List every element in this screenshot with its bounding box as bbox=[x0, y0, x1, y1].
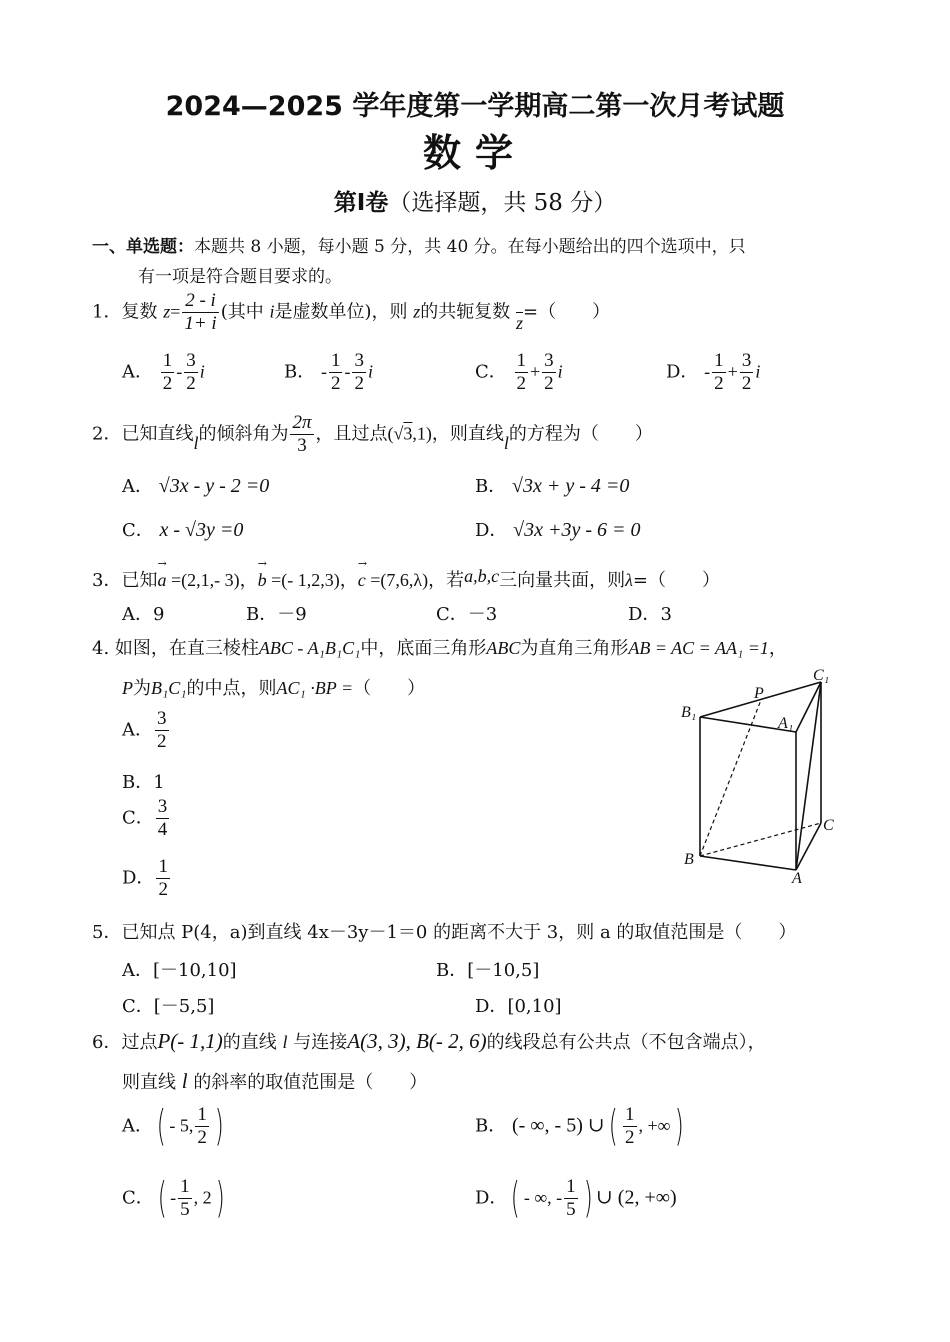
q1-mid2: 是虚数单位)，则 bbox=[274, 301, 408, 323]
q6-option-c[interactable]: C．( - $\frac{1}{5}$ , 2) bbox=[122, 1173, 225, 1223]
question-3: 3．已知→ a =(2,1,- 3)，→ b =(- 1,2,3)，→ c =(7,6,λ)，若a,b,c三向量共面，则λ=（ ） bbox=[92, 566, 720, 592]
q1-number: 1． bbox=[92, 301, 122, 323]
q3-abc: a,b,c bbox=[464, 566, 500, 586]
section-heading: 一、单选题： bbox=[92, 237, 194, 257]
q6-l2: l bbox=[181, 1069, 188, 1093]
volume-note: （选择题，共 58 分） bbox=[388, 190, 617, 216]
q1-z2: z bbox=[413, 301, 421, 322]
q5-option-c[interactable]: C．[－5,5] bbox=[122, 996, 215, 1017]
q1-c-label: C． bbox=[475, 361, 507, 383]
question-6: 6．过点P(- 1,1)的直线 l 与连接A(3, 3), B(- 2, 6)的线段总有公共点（不包含端点）， bbox=[92, 1029, 766, 1053]
q1-d-op: + bbox=[727, 361, 738, 382]
question-6-line2: 则直线 l 的斜率的取值范围是（ ） bbox=[122, 1069, 428, 1093]
label-a: A bbox=[792, 870, 802, 887]
q2-angle: $\frac{2\pi}{3}$ bbox=[292, 412, 312, 456]
q3-vec-a: a bbox=[157, 570, 167, 590]
q1-d-frac2: $\frac{3}{2}$ bbox=[741, 350, 752, 394]
q1-z: z bbox=[163, 301, 171, 322]
question-4-line2: P为B₁C₁的中点，则AC₁ ·BP =（ ） bbox=[122, 678, 426, 699]
label-p: P bbox=[754, 685, 764, 702]
section-line2: 有一项是符合题目要求的。 bbox=[138, 267, 342, 287]
edge-bc-hidden bbox=[700, 823, 821, 856]
q4-abc: ABC bbox=[486, 638, 521, 658]
q3-vec-c: c bbox=[357, 570, 366, 590]
q1-i: i bbox=[269, 301, 275, 322]
q2-option-a[interactable]: A． √3x - y - 2 =0 bbox=[122, 475, 270, 497]
q1-d-frac1: $\frac{1}{2}$ bbox=[714, 350, 724, 394]
q3-b-value: =(- 1,2,3) bbox=[266, 570, 340, 590]
q2-tail: 的方程为（ ） bbox=[508, 423, 653, 445]
label-a1: A₁ bbox=[778, 715, 794, 732]
q1-a-frac2: $\frac{3}{2}$ bbox=[186, 350, 196, 394]
q4-number: 4. bbox=[92, 638, 110, 659]
q3-tail: 三向量共面，则 bbox=[499, 570, 626, 591]
q6-number: 6． bbox=[92, 1032, 122, 1053]
q1-frac-num: 2 - i bbox=[182, 290, 218, 313]
label-b: B bbox=[684, 851, 694, 868]
q1-a-frac1: $\frac{1}{2}$ bbox=[162, 350, 173, 394]
q1-mid: (其中 bbox=[220, 301, 264, 323]
q1-frac-den: 1+ i bbox=[184, 312, 217, 334]
q1-a-label: A． bbox=[122, 361, 153, 383]
q5-number: 5． bbox=[92, 922, 122, 943]
q1-option-b[interactable] bbox=[284, 350, 373, 395]
q1-zbar: $\overline{z}$ bbox=[516, 313, 524, 334]
question-1 bbox=[92, 290, 610, 335]
q4-p: P bbox=[122, 678, 133, 698]
section-instructions bbox=[92, 232, 746, 257]
q4-pre: 如图，在直三棱柱 bbox=[114, 638, 259, 659]
q6-option-a[interactable]: A．( - 5, $\frac{1}{2}$ ) bbox=[122, 1101, 224, 1151]
q5-option-b[interactable]: B．[－10,5] bbox=[436, 960, 540, 981]
q1-b-op: - bbox=[344, 361, 351, 382]
segment-ac1 bbox=[796, 682, 821, 870]
label-c: C bbox=[823, 817, 834, 834]
q2-l2: l bbox=[503, 433, 509, 454]
q4-mid: 中，底面三角形 bbox=[360, 638, 487, 659]
q3-a-value: =(2,1,- 3) bbox=[166, 570, 240, 590]
q4-option-b[interactable]: B．1 bbox=[122, 772, 165, 793]
q4-expression: AC₁ ·BP = bbox=[276, 678, 354, 698]
q5-text: 已知点 P(4，a)到直线 4x－3y－1＝0 的距离不大于 3，则 a 的取值范围是（ ） bbox=[121, 922, 797, 943]
q2-mid2: ，且过点 bbox=[315, 423, 388, 445]
q2-option-d[interactable]: D． √3x +3y - 6 = 0 bbox=[475, 519, 641, 541]
q1-b-label: B． bbox=[284, 361, 316, 383]
prism-figure bbox=[670, 660, 850, 890]
q5-option-a[interactable]: A．[－10,10] bbox=[122, 960, 237, 981]
segment-bp-hidden bbox=[700, 700, 761, 856]
q2-d-expr: √3x +3y - 6 = 0 bbox=[513, 519, 641, 541]
exam-title: 2024—2025 学年度第一学期高二第一次月考试题 bbox=[165, 91, 785, 122]
question-5 bbox=[92, 918, 796, 944]
q1-option-c[interactable] bbox=[475, 350, 563, 395]
q3-option-a[interactable]: A．9 bbox=[122, 604, 165, 625]
edge-ba bbox=[700, 856, 796, 870]
q1-tail: =（ ） bbox=[523, 301, 611, 323]
q3-vec-b: b bbox=[257, 570, 267, 590]
q4-b1c1: B₁C₁ bbox=[151, 678, 187, 698]
q1-post: 的共轭复数 bbox=[420, 301, 511, 323]
q2-c-expr: x - √3y =0 bbox=[159, 519, 244, 541]
q1-c-op: + bbox=[530, 361, 541, 382]
q1-a-i: i bbox=[199, 361, 205, 382]
q1-b-i: i bbox=[367, 361, 373, 382]
q3-option-c[interactable]: C．－3 bbox=[436, 604, 498, 625]
label-c1: C₁ bbox=[813, 667, 830, 684]
q1-d-label: D． bbox=[666, 361, 699, 383]
q2-point: (√3,1) bbox=[387, 423, 432, 444]
q1-c-frac2: $\frac{3}{2}$ bbox=[544, 350, 554, 394]
question-4: 4. 如图，在直三棱柱ABC - A₁B₁C₁中，底面三角形ABC为直角三角形AB = AC = AA₁ =1， bbox=[92, 638, 787, 659]
q3-c-value: =(7,6,λ) bbox=[365, 570, 429, 590]
q2-number: 2． bbox=[92, 423, 122, 445]
q6-points: A(3, 3), B(- 2, 6) bbox=[347, 1029, 487, 1053]
q2-option-b[interactable]: B． √3x + y - 4 =0 bbox=[475, 475, 630, 497]
q1-c-frac1: $\frac{1}{2}$ bbox=[516, 350, 527, 394]
q1-eq: = bbox=[170, 301, 181, 322]
q3-pre: 已知 bbox=[121, 570, 158, 591]
q1-c-i: i bbox=[557, 361, 563, 382]
q1-b-frac2: $\frac{3}{2}$ bbox=[354, 350, 364, 394]
q4-mid2: 为直角三角形 bbox=[520, 638, 629, 659]
label-b1: B₁ bbox=[681, 704, 697, 721]
q6-option-d[interactable]: D．( - ∞, - $\frac{1}{5}$ ) ∪ (2, +∞) bbox=[475, 1173, 677, 1223]
q3-number: 3． bbox=[92, 570, 122, 591]
q2-option-c[interactable]: C． x - √3y =0 bbox=[122, 519, 244, 541]
q1-a-op: - bbox=[176, 361, 183, 382]
q2-l: l bbox=[193, 433, 199, 454]
q4-prism: ABC - A₁B₁C₁ bbox=[258, 638, 361, 658]
q2-pre: 已知直线 bbox=[121, 423, 194, 445]
q4-tail: （ ） bbox=[353, 678, 426, 699]
q1-d-i: i bbox=[755, 361, 761, 382]
q1-b-frac1: $\frac{1}{2}$ bbox=[330, 350, 341, 394]
q2-b-expr: √3x + y - 4 =0 bbox=[511, 475, 630, 497]
q1-option-a[interactable] bbox=[122, 350, 205, 395]
q1-fraction bbox=[182, 290, 218, 335]
q3-tail2: =（ ） bbox=[632, 570, 720, 591]
q4-option-a[interactable]: A． $\frac{3}{2}$ bbox=[122, 708, 167, 752]
q2-mid3: ，则直线 bbox=[431, 423, 504, 445]
q3-option-d[interactable]: D．3 bbox=[628, 604, 672, 625]
q6-l: l bbox=[282, 1032, 288, 1052]
q6-point-p: P(- 1,1) bbox=[157, 1029, 223, 1053]
volume-label: 第Ⅰ卷 bbox=[333, 190, 389, 216]
q1-b-sign: - bbox=[320, 361, 327, 382]
q3-mid: ，若 bbox=[428, 570, 465, 591]
q4-option-d[interactable]: D． $\frac{1}{2}$ bbox=[122, 856, 168, 900]
q2-a-expr: √3x - y - 2 =0 bbox=[158, 475, 270, 497]
subject-title: 数学 bbox=[422, 130, 527, 175]
q1-d-sign: - bbox=[704, 361, 711, 382]
q3-lambda: λ bbox=[625, 570, 633, 590]
q6-option-b[interactable]: B． (- ∞, - 5) ∪( $\frac{1}{2}$ , +∞) bbox=[475, 1101, 684, 1151]
q5-option-d[interactable]: D．[0,10] bbox=[475, 996, 562, 1017]
question-2 bbox=[92, 412, 653, 457]
q3-option-b[interactable]: B．－9 bbox=[246, 604, 307, 625]
q1-option-d[interactable] bbox=[666, 350, 760, 395]
q1-pre: 复数 bbox=[121, 301, 158, 323]
q4-option-c[interactable]: C． $\frac{3}{4}$ bbox=[122, 796, 168, 840]
section-line1: 本题共 8 小题，每小题 5 分，共 40 分。在每小题给出的四个选项中，只 bbox=[194, 237, 746, 257]
volume-title bbox=[0, 184, 950, 217]
q6-tail: 的线段总有公共点（不包含端点）， bbox=[486, 1032, 766, 1053]
q4-condition: AB = AC = AA₁ =1 bbox=[628, 638, 769, 658]
q2-mid: 的倾斜角为 bbox=[198, 423, 289, 445]
